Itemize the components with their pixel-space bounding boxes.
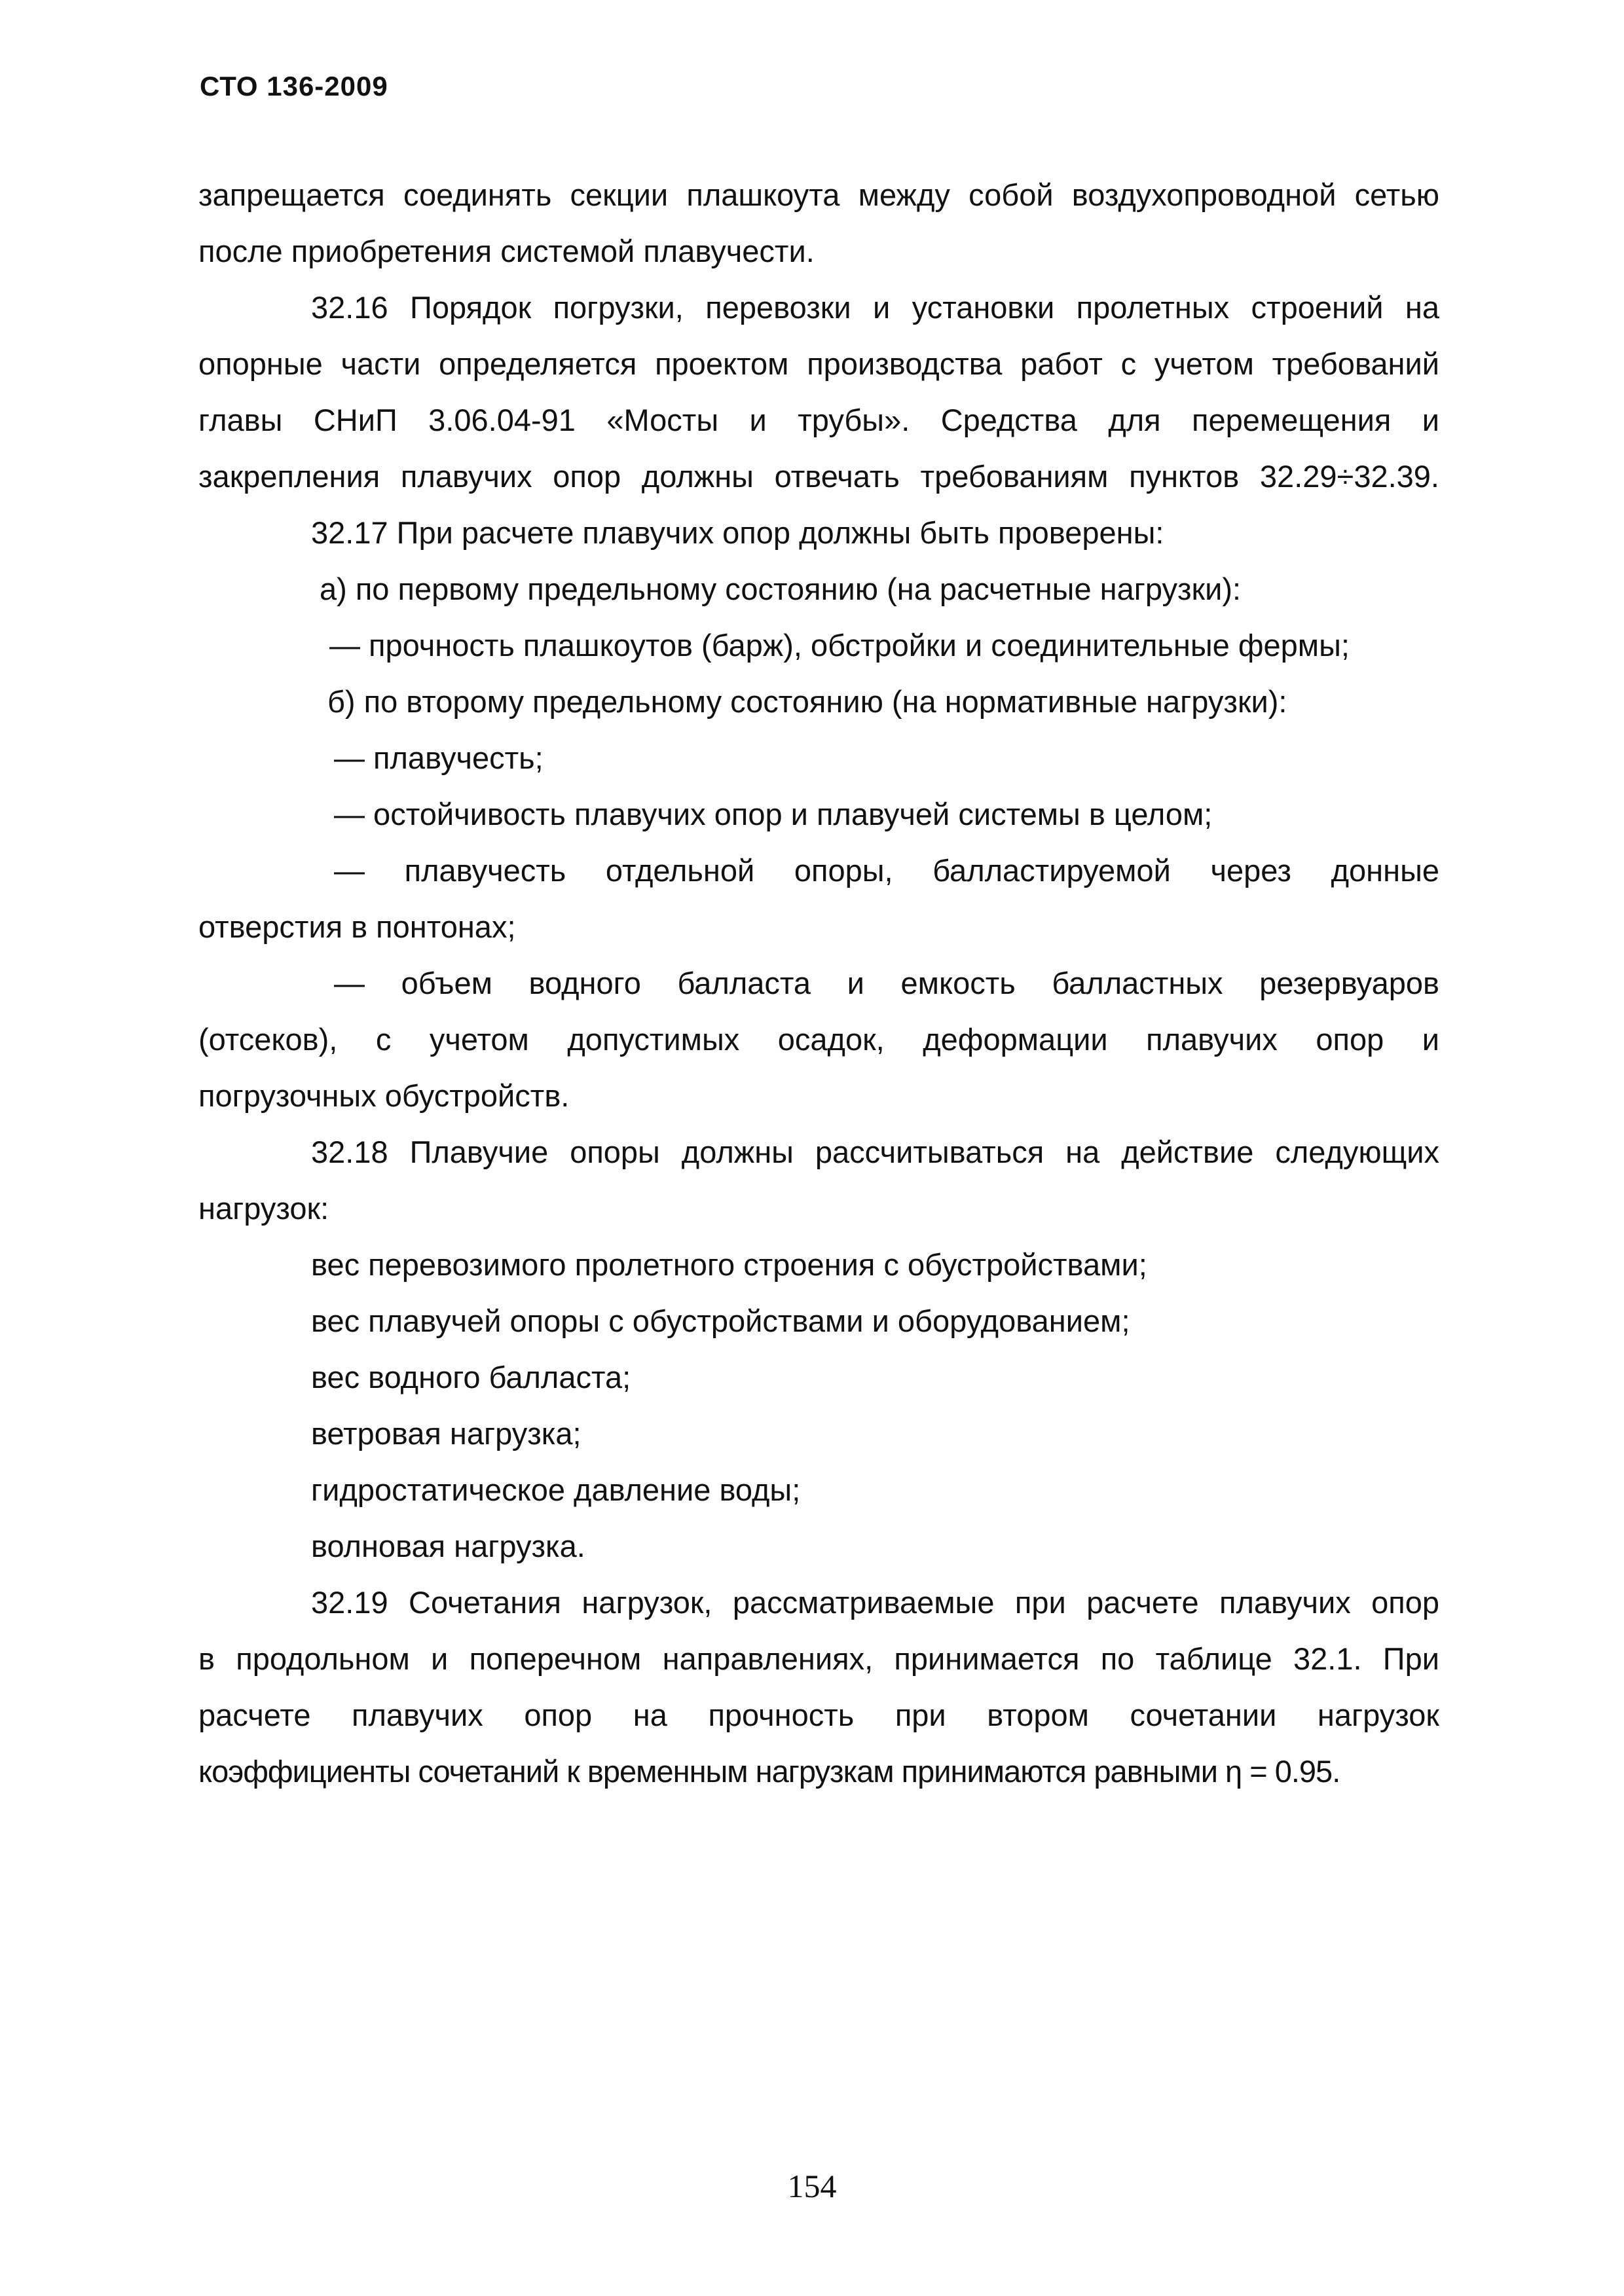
- paragraph-continuation: [198, 167, 1439, 280]
- text-line: расчете плавучих опор на прочность при втором сочетании нагрузок: [198, 1698, 1439, 1732]
- section-32-17: [198, 505, 1439, 1124]
- text-line: закрепления плавучих опор должны отвечать требованиям пунктов 32.29÷32.39.: [198, 459, 1439, 494]
- text-line: главы СНиП 3.06.04-91 «Мосты и трубы». Средства для перемещения и: [198, 403, 1439, 437]
- list-item: — остойчивость плавучих опор и плавучей системы в целом;: [334, 797, 1213, 831]
- text-line: запрещается соединять секции плашкоута между собой воздухопроводной сетью: [198, 177, 1439, 212]
- text-line: (отсеков), с учетом допустимых осадок, деформации плавучих опор и: [198, 1022, 1439, 1057]
- text-line: коэффициенты сочетаний к временным нагрузкам принимаются равными η = 0.95.: [198, 1754, 1340, 1789]
- text-line: отверстия в понтонах;: [198, 909, 516, 944]
- section-32-16: [198, 280, 1439, 505]
- text-line: 32.19 Сочетания нагрузок, рассматриваемые при расчете плавучих опор: [311, 1585, 1439, 1620]
- list-item: — плавучесть;: [334, 740, 544, 775]
- section-32-19: [198, 1575, 1439, 1800]
- load-item: вес перевозимого пролетного строения с обустройствами;: [311, 1247, 1147, 1282]
- text-line: в продольном и поперечном направлениях, принимается по таблице 32.1. При: [198, 1641, 1439, 1676]
- text-line: погрузочных обустройств.: [198, 1078, 570, 1113]
- section-32-18: [198, 1124, 1439, 1575]
- load-item: волновая нагрузка.: [311, 1529, 585, 1563]
- load-item: вес плавучей опоры с обустройствами и оборудованием;: [311, 1303, 1130, 1338]
- page-number: 154: [787, 2168, 837, 2204]
- text-line: 32.16 Порядок погрузки, перевозки и установки пролетных строений на: [311, 290, 1439, 325]
- list-item: — прочность плашкоутов (барж), обстройки и соединительные фермы;: [329, 628, 1350, 663]
- text-line: опорные части определяется проектом производства работ с учетом требований: [198, 346, 1439, 381]
- list-item: — плавучесть отдельной опоры, балластируемой через донные: [334, 853, 1439, 888]
- load-item: вес водного балласта;: [311, 1360, 631, 1394]
- text-line: 32.18 Плавучие опоры должны рассчитываться на действие следующих: [311, 1135, 1439, 1169]
- load-item: гидростатическое давление воды;: [311, 1472, 801, 1507]
- load-item: ветровая нагрузка;: [311, 1416, 581, 1451]
- list-item: а) по первому предельному состоянию (на расчетные нагрузки):: [320, 572, 1242, 606]
- text-line: нагрузок:: [198, 1191, 329, 1226]
- document-code: СТО 136-2009: [200, 71, 388, 101]
- list-item: б) по второму предельному состоянию (на нормативные нагрузки):: [327, 684, 1287, 719]
- text-line: после приобретения системой плавучести.: [198, 234, 815, 268]
- text-line: 32.17 При расчете плавучих опор должны быть проверены:: [311, 515, 1164, 550]
- list-item: — объем водного балласта и емкость балластных резервуаров: [334, 966, 1439, 1000]
